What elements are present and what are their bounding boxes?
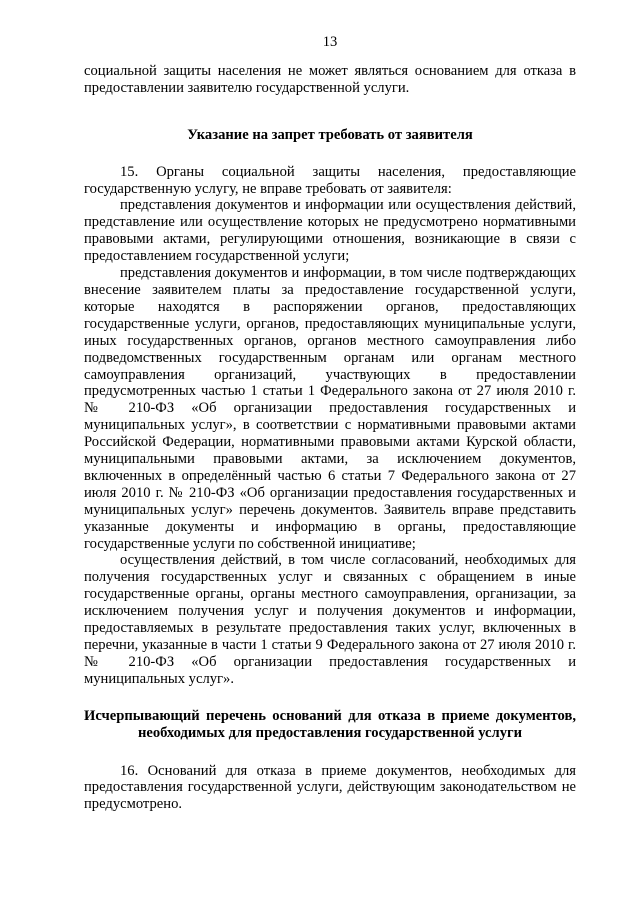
- continued-paragraph: социальной защиты населения не может являться основанием для отказа в предоставлении заявителю государственной услуги.: [84, 62, 576, 96]
- paragraph-15-item-1: представления документов и информации или осуществления действий, представление или осуществление которых не предусмотрено нормативными правовыми актами, регулирующими отношения, возникающие в связи с предоставлением государственной услуги;: [84, 197, 576, 265]
- paragraph-15-item-3: осуществления действий, в том числе согласований, необходимых для получения государственных услуг и связанных с обращением в иные государственные органы, органы местного самоуправления, организации, за исключением получения услуг и получения документов и информации, предоставляемых в результате предоставления таких услуг, включенных в перечни, указанные в части 1 статьи 9 Федерального закона от 27 июля 2010 г. № 210-ФЗ «Об организации предоставления государственных и муниципальных услуг».: [84, 552, 576, 687]
- section-heading-prohibition: Указание на запрет требовать от заявителя: [187, 126, 473, 143]
- page-number: 13: [322, 34, 338, 50]
- paragraph-15-intro: 15. Органы социальной защиты населения, предоставляющие государственную услугу, не вправе требовать от заявителя:: [84, 163, 576, 197]
- paragraph-15-item-2: представления документов и информации, в том числе подтверждающих внесение заявителем платы за предоставление государственной услуги, которые находятся в распоряжении органов, предоставляющих государственные услуги, органов, предоставляющих муниципальные услуги, иных государственных органов, органов местного самоуправления либо подведомственных государственным органам или органам местного самоуправления организаций, участвующих в предоставлении предусмотренных частью 1 статьи 1 Федерального закона от 27 июля 2010 г. № 210-ФЗ «Об организации предоставления государственных и муниципальных услуг», в соответствии с нормативными правовыми актами Российской Федерации, нормативными правовыми актами Курской области, муниципальными правовыми актами, за исключением документов, включенных в определённый частью 6 статьи 7 Федерального закона от 27 июля 2010 г. № 210-ФЗ «Об организации предоставления государственных и муниципальных услуг» перечень документов. Заявитель вправе представить указанные документы и информацию в органы, предоставляющие государственные услуги по собственной инициативе;: [84, 265, 576, 552]
- document-page: [84, 34, 576, 813]
- paragraph-16: 16. Оснований для отказа в приеме документов, необходимых для предоставления государственной услуги, действующим законодательством не предусмотрено.: [84, 762, 576, 813]
- section-heading-refusal-grounds: Исчерпывающий перечень оснований для отказа в приеме документов, необходимых для предоставления государственной услуги: [84, 707, 576, 741]
